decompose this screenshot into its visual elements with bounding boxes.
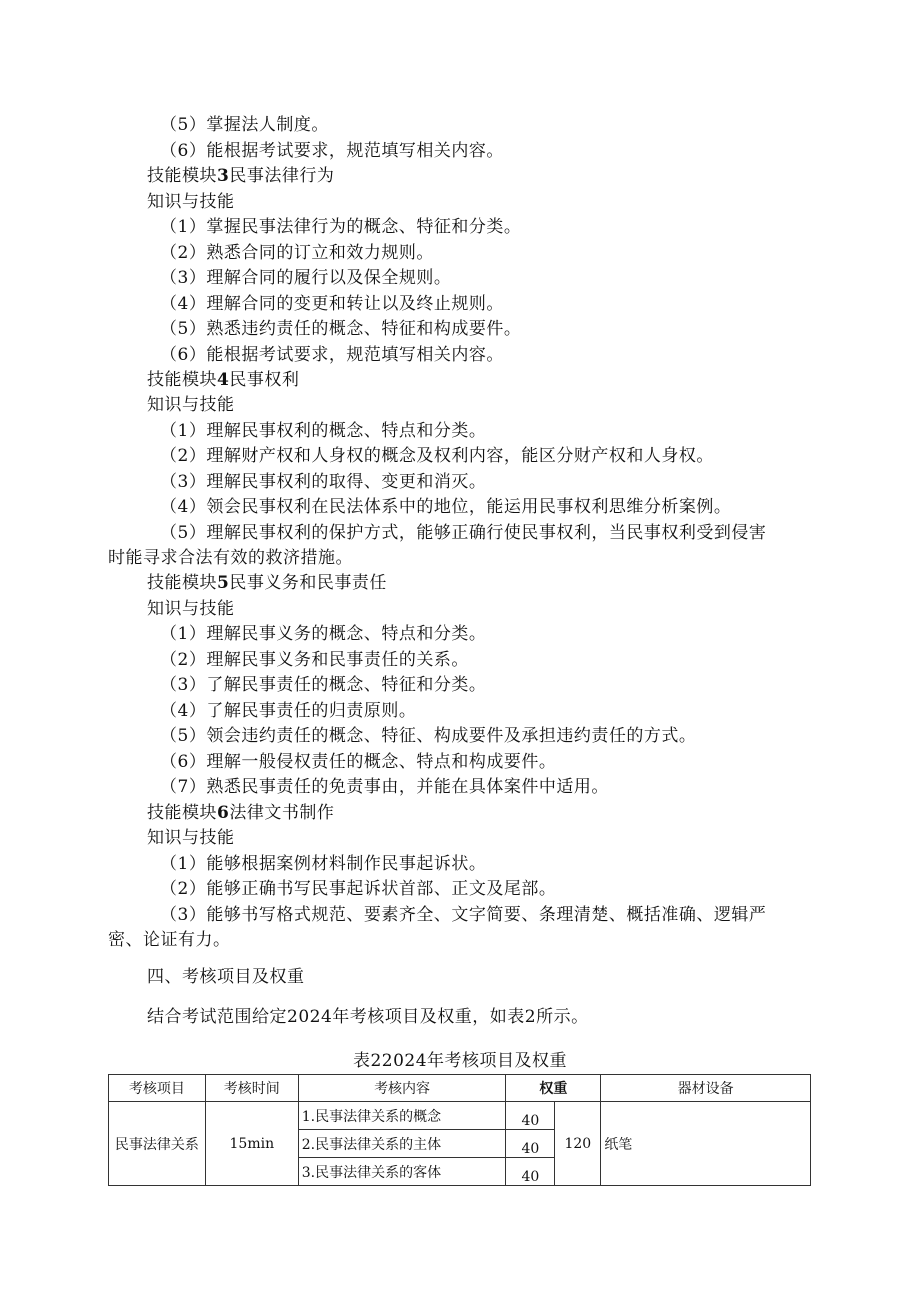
list-item: （4）了解民事责任的归责原则。 (160, 701, 417, 721)
cell-weight: 40 (506, 1102, 555, 1130)
cell-content: 1.民事法律关系的概念 (298, 1102, 506, 1130)
module-number: 4 (217, 370, 230, 390)
module-title: 民事法律行为 (229, 166, 335, 186)
list-item: （7）熟悉民事责任的免责事由，并能在具体案件中适用。 (160, 777, 609, 797)
module-number: 6 (217, 803, 230, 823)
list-item: （2）理解民事义务和民事责任的关系。 (160, 650, 469, 670)
list-item: （2）熟悉合同的订立和效力规则。 (160, 243, 434, 263)
list-item: （3）理解民事权利的取得、变更和消灭。 (160, 472, 487, 492)
table-caption: 表22024年考核项目及权重 (352, 1051, 568, 1071)
list-item: （6）能根据考试要求，规范填写相关内容。 (160, 141, 504, 161)
table-row (109, 1102, 811, 1130)
list-item: （1）能够根据案例材料制作民事起诉状。 (160, 854, 487, 874)
list-item-continuation: 时能寻求合法有效的救济措施。 (108, 548, 353, 568)
list-item: （3）能够书写格式规范、要素齐全、文字简要、条理清楚、概括准确、逻辑严 (160, 905, 767, 925)
cell-content: 2.民事法律关系的主体 (298, 1130, 506, 1158)
header-equipment: 器材设备 (601, 1075, 811, 1102)
list-item: （3）理解合同的履行以及保全规则。 (160, 268, 452, 288)
module-heading (147, 367, 299, 393)
list-item: （4）理解合同的变更和转让以及终止规则。 (160, 294, 504, 314)
table-header-row (109, 1075, 811, 1102)
cell-total-weight: 120 (555, 1102, 601, 1186)
section-heading: 四、考核项目及权重 (147, 967, 305, 987)
list-item: （1）掌握民事法律行为的概念、特征和分类。 (160, 217, 522, 237)
subheading: 知识与技能 (147, 192, 235, 212)
list-item: （1）理解民事义务的概念、特点和分类。 (160, 624, 487, 644)
header-weight: 权重 (506, 1075, 601, 1102)
list-item: （5）理解民事权利的保护方式，能够正确行使民事权利，当民事权利受到侵害 (160, 523, 767, 543)
cell-equipment: 纸笔 (601, 1102, 811, 1186)
module-prefix: 技能模块 (147, 573, 217, 593)
module-prefix: 技能模块 (147, 166, 217, 186)
list-item-continuation: 密、论证有力。 (108, 930, 231, 950)
header-time: 考核时间 (205, 1075, 298, 1102)
cell-project: 民事法律关系 (109, 1102, 206, 1186)
subheading: 知识与技能 (147, 828, 235, 848)
list-item: （1）理解民事权利的概念、特点和分类。 (160, 421, 487, 441)
module-number: 5 (217, 573, 230, 593)
module-prefix: 技能模块 (147, 370, 217, 390)
module-title: 民事义务和民事责任 (229, 573, 387, 593)
assessment-table (108, 1074, 811, 1186)
list-item: （4）领会民事权利在民法体系中的地位，能运用民事权利思维分析案例。 (160, 497, 732, 517)
cell-weight: 40 (506, 1130, 555, 1158)
header-project: 考核项目 (109, 1075, 206, 1102)
list-item: （5）熟悉违约责任的概念、特征和构成要件。 (160, 319, 522, 339)
module-title: 法律文书制作 (229, 803, 335, 823)
list-item: （6）理解一般侵权责任的概念、特点和构成要件。 (160, 752, 557, 772)
module-prefix: 技能模块 (147, 803, 217, 823)
module-heading (147, 163, 334, 189)
list-item: （2）理解财产权和人身权的概念及权利内容，能区分财产权和人身权。 (160, 446, 714, 466)
module-title: 民事权利 (229, 370, 300, 390)
subheading: 知识与技能 (147, 395, 235, 415)
list-item: （5）掌握法人制度。 (160, 115, 329, 135)
paragraph: 结合考试范围给定2024年考核项目及权重，如表2所示。 (147, 1007, 589, 1027)
list-item: （5）领会违约责任的概念、特征、构成要件及承担违约责任的方式。 (160, 726, 697, 746)
list-item: （2）能够正确书写民事起诉状首部、正文及尾部。 (160, 879, 557, 899)
header-content: 考核内容 (298, 1075, 506, 1102)
subheading: 知识与技能 (147, 599, 235, 619)
cell-weight: 40 (506, 1158, 555, 1186)
module-heading (147, 570, 387, 596)
list-item: （6）能根据考试要求，规范填写相关内容。 (160, 345, 504, 365)
module-number: 3 (217, 166, 230, 186)
module-heading (147, 800, 334, 826)
cell-time: 15min (205, 1102, 298, 1186)
list-item: （3）了解民事责任的概念、特征和分类。 (160, 675, 487, 695)
cell-content: 3.民事法律关系的客体 (298, 1158, 506, 1186)
